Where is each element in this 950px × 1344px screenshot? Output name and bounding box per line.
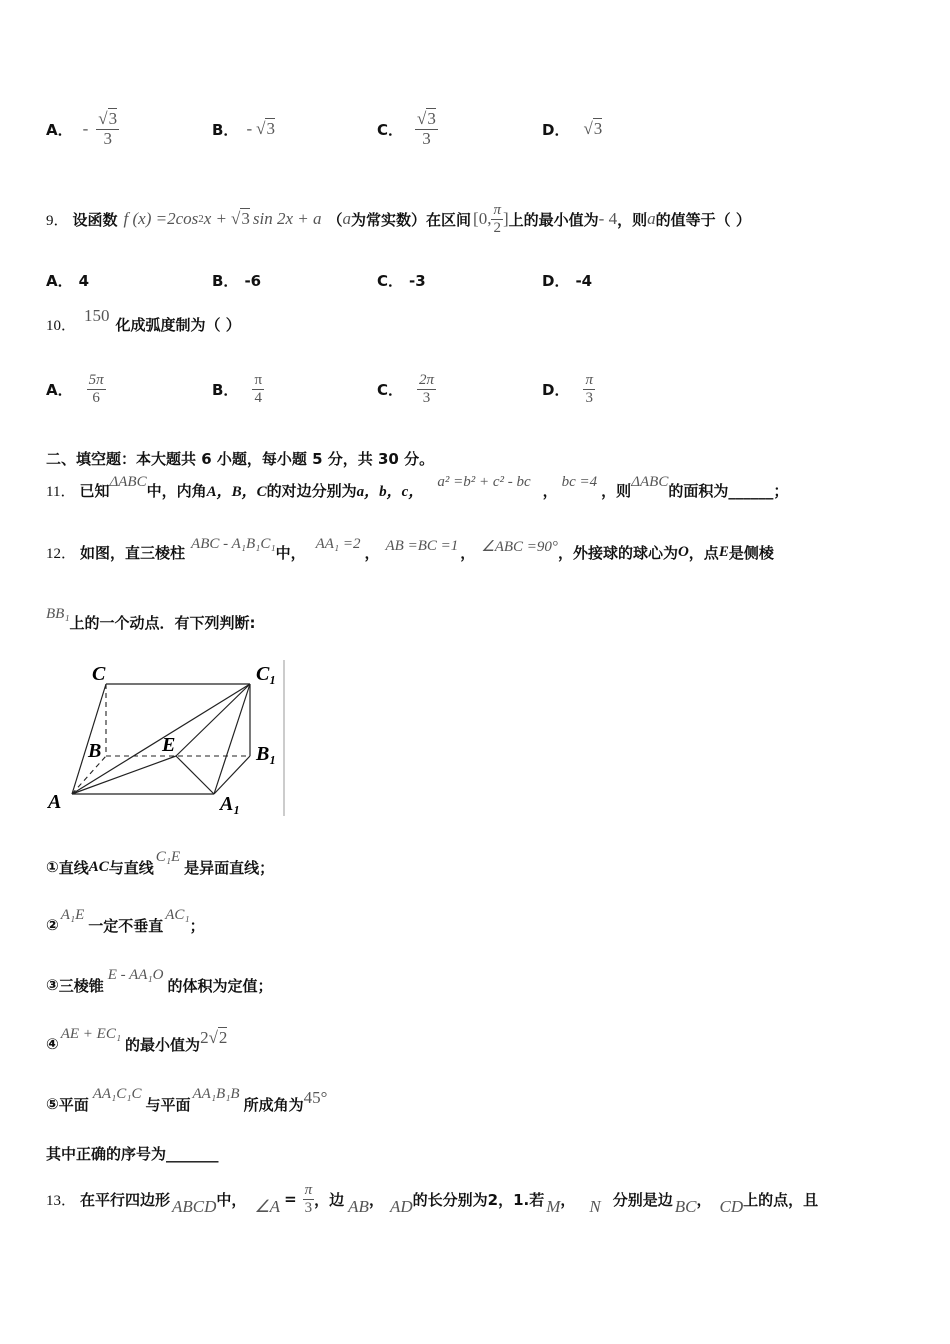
question-number: 10．: [46, 317, 77, 334]
q8-option-b: [212, 104, 275, 154]
edge-a-c1: [72, 684, 250, 794]
q9-options: [46, 270, 746, 292]
fraction: $\frac{√3}{3}$: [98, 108, 118, 148]
section-title: 二、填空题：本大题共 6 小题，每小题 5 分，共 30 分。: [46, 450, 435, 468]
prism-figure: [44, 656, 294, 822]
denominator: 3: [103, 128, 112, 148]
label-b1: B₁: [256, 743, 277, 765]
q11-stem: 11． 已知 ΔABC 中，内角 A，B，C 的对边分别为 a，b，c， a² =b² + c² - bc ， bc =4 ，则 ΔABC 的面积为______；: [46, 473, 789, 500]
q8-option-d: [542, 104, 602, 154]
q10-stem: 10． 150 化成弧度制为（ ）: [46, 306, 241, 334]
statement-3: ③ 三棱锥 E - AA₁O 的体积为定值；: [46, 966, 273, 995]
statement-4: ④ AE + EC₁ 的最小值为 2 √2: [46, 1025, 228, 1054]
edge-e-a1: [176, 756, 214, 794]
label-a1: A₁: [220, 793, 241, 815]
sqrt-expr: √3: [583, 119, 603, 138]
option-label: A．: [46, 120, 73, 139]
statement-5: ⑤ 平面 AA₁C₁C 与平面 AA₁B₁B 所成角为 45°: [46, 1085, 328, 1114]
q10-option-b: B． $\frac{\pi}{4}$: [212, 372, 263, 406]
degree-value: 150: [84, 306, 110, 325]
edge-e-c1: [176, 684, 250, 756]
q9-option-b: B． -6: [212, 272, 262, 290]
option-label: C．: [377, 120, 404, 139]
label-b: B: [88, 740, 102, 762]
q8-option-a: [46, 104, 119, 154]
sqrt-expr: √3: [256, 119, 275, 138]
q10-option-c: C． $\frac{2\pi}{3}$: [377, 372, 435, 406]
q12-stem-cont: BB₁ 上的一个动点．有下列判断:: [46, 605, 256, 632]
q10-option-d: D． $\frac{\pi}{3}$: [542, 372, 593, 406]
q8-option-c: [377, 104, 438, 154]
q12-answer-line: 其中正确的序号为_______: [46, 1145, 219, 1163]
radicand: 3: [108, 108, 118, 128]
option-label: B．: [212, 120, 239, 139]
q9-option-a: A． 4: [46, 272, 90, 290]
q9-option-c: C． -3: [377, 272, 426, 290]
edge-a1-b1: [214, 756, 250, 794]
q9-stem: 9． 设函数 f (x) =2cos 2 x + √3 sin 2x + a （ a 为常实数）在区间 [0, $\frac{\pi}{2}$ ] 上的最小值为 - 4 ，则 a 的值等于（ ）: [46, 202, 751, 236]
label-c: C: [92, 663, 106, 685]
q10-option-a: A． $\frac{5\pi}{6}$: [46, 372, 104, 406]
label-e: E: [162, 734, 176, 756]
statement-2: ② A₁E 一定不垂直 AC₁ ；: [46, 906, 205, 935]
q9-option-d: D． -4: [542, 272, 593, 290]
q12-stem: 12． 如图，直三棱柱 ABC - A₁B₁C₁ 中， AA₁ =2 ， AB =BC =1 ， ∠ABC =90° ，外接球的球心为 O ，点 E 是侧棱: [46, 535, 774, 562]
question-number: 9．: [46, 212, 69, 229]
statement-1: ① 直线 AC 与直线 C₁E 是异面直线；: [46, 848, 275, 877]
sign: -: [246, 119, 253, 138]
edge-a-c: [72, 684, 106, 794]
q13-stem: 13． 在平行四边形 ABCD 中， ∠A = $\frac{\pi}{3}$ ，边 AB ， AD 的长分别为2，1.若 M ， N 分别是边 BC ， CD 上的点，且: [46, 1182, 819, 1216]
sign: -: [82, 119, 89, 138]
fraction: $\frac{√3}{3}$: [417, 108, 436, 148]
label-a: A: [48, 791, 62, 813]
edge-a1-c1: [214, 684, 250, 794]
q10-options: [46, 366, 746, 412]
denominator: 3: [422, 128, 431, 148]
label-c1: C₁: [256, 663, 277, 685]
option-label: D．: [542, 120, 570, 139]
